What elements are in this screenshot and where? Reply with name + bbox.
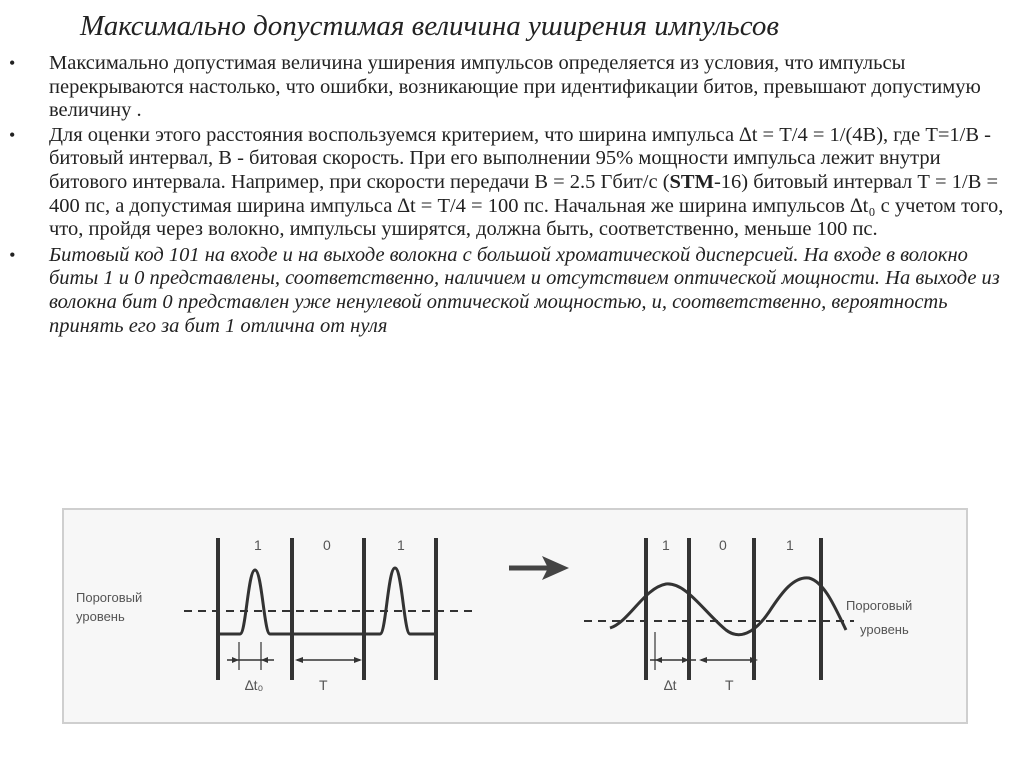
- bullet-text: Битовый код 101 на входе и на выходе волокна с большой хроматической дисперсией. На входе в волокно биты 1 и 0 представлены, соответственно, наличием и отсутствием оптической мощности. На выходе из волокна бит 0 представлен уже ненулевой оптической мощностью, и, соответственно, вероятность принять его за бит 1 отлична от нуля: [49, 243, 1000, 337]
- threshold-label: Пороговый: [76, 590, 143, 605]
- arrow-head: [655, 657, 662, 663]
- bullet-text-pre: Для оценки этого расстояния воспользуемся критерием, что ширина импульса ∆t = Т/4 = 1/(4В), где Т=1/В - битовый интервал, В - битовая скорость. При его выполнении 95% мощности импульса лежит внутри битового интервала. Например, при скорости передачи В = 2.5 Гбит/с (: [49, 123, 991, 193]
- threshold-label: уровень: [860, 622, 909, 637]
- threshold-label: уровень: [76, 609, 125, 624]
- bullet-item-1: [6, 52, 1006, 123]
- arrow-head: [295, 657, 303, 663]
- bullet-marker: •: [9, 124, 16, 145]
- input-pulse-trace: [220, 568, 434, 634]
- bit-label: 0: [323, 537, 331, 553]
- dt-label: ∆t: [664, 677, 677, 693]
- pulse-diagram: [64, 510, 966, 722]
- arrow-head: [699, 657, 707, 663]
- output-pulses-panel: [584, 538, 854, 680]
- bit-label: 1: [662, 537, 670, 553]
- dt0-label: ∆t₀: [245, 677, 264, 693]
- bullet-text: Максимально допустимая величина уширения импульсов определяется из условия, что импульсы перекрываются настолько, что ошибки, возникающие при идентификации битов, превышают допустимую величину .: [49, 52, 981, 122]
- T-label: T: [725, 677, 734, 693]
- bullet-text-bold: STM: [669, 170, 714, 193]
- bullet-marker: •: [9, 53, 16, 73]
- bullet-text-post: -16) битовый интервал Т = 1/В = 400 пс, а допустимая ширина импульса ∆t = Т/4 = 100 пс. Начальная же ширина импульсов ∆t₀ с учетом того, что, пройдя через волокно, импульсы уширятся, должна быть, соответственно, меньше 100 пс.: [49, 170, 1004, 241]
- bit-label: 1: [786, 537, 794, 553]
- threshold-label: Пороговый: [846, 598, 913, 613]
- bit-label: 1: [254, 537, 262, 553]
- bullet-marker: •: [9, 244, 16, 265]
- pulse-broadening-figure: [62, 508, 968, 724]
- input-pulses-panel: [184, 538, 474, 680]
- T-label: T: [319, 677, 328, 693]
- arrow-head: [354, 657, 362, 663]
- transition-arrow-icon: [509, 556, 569, 580]
- bit-label: 0: [719, 537, 727, 553]
- bullet-list: [6, 52, 1006, 339]
- bullet-item-3: [6, 244, 1006, 338]
- slide-title: Максимально допустимая величина уширения импульсов: [80, 10, 779, 42]
- bullet-item-2: [6, 124, 1006, 242]
- bit-label: 1: [397, 537, 405, 553]
- arrow-head: [232, 657, 239, 663]
- arrow-head: [261, 657, 268, 663]
